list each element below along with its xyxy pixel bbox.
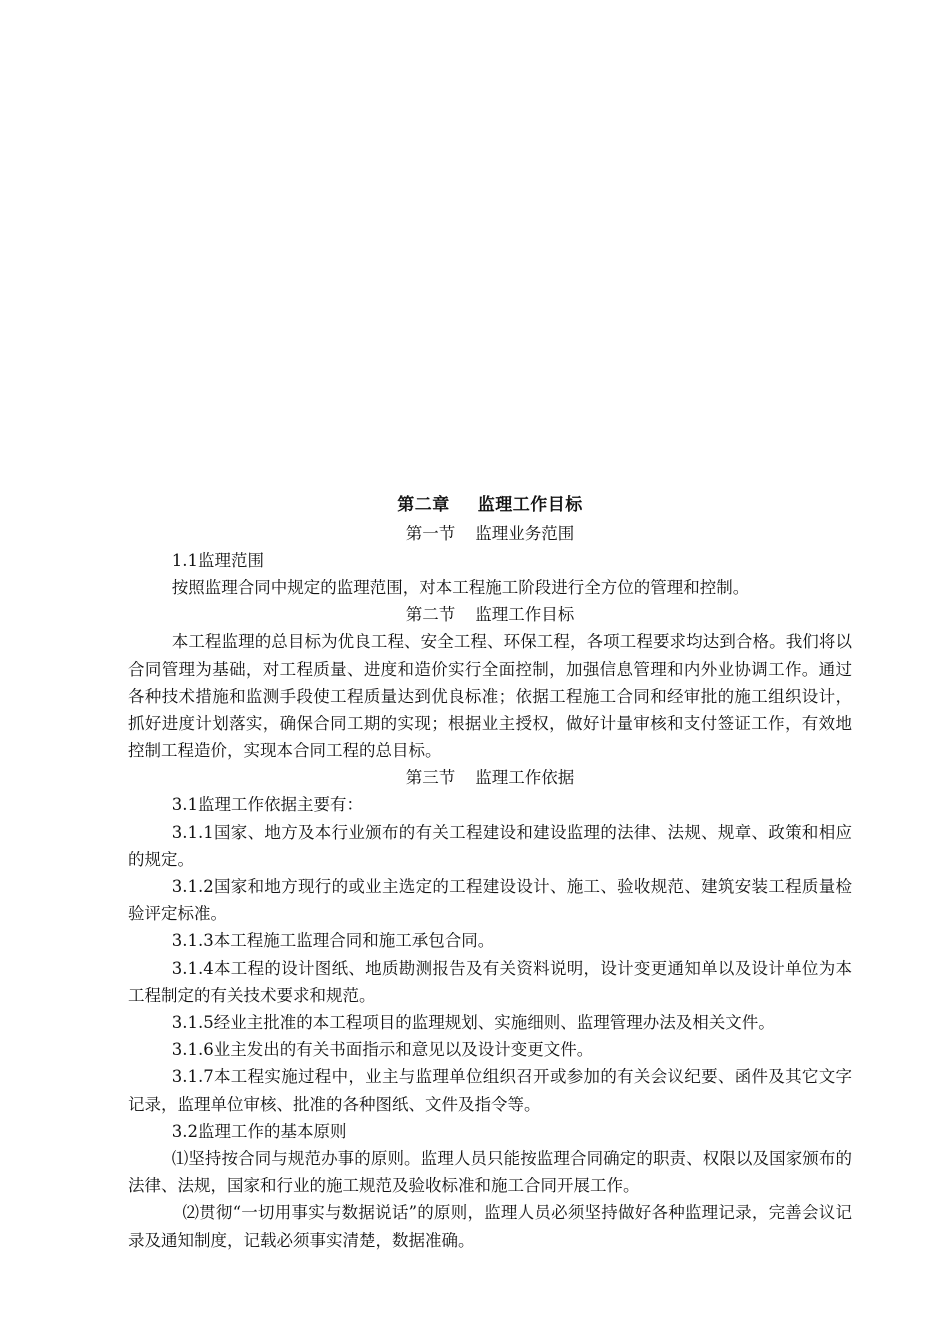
section-heading bbox=[128, 764, 852, 791]
section-name: 监理工作依据 bbox=[475, 768, 575, 788]
section-heading bbox=[128, 520, 852, 547]
paragraph: 1.1监理范围 bbox=[171, 551, 264, 570]
chapter-name: 监理工作目标 bbox=[477, 495, 583, 515]
section-name: 监理工作目标 bbox=[475, 605, 575, 625]
document-body bbox=[128, 490, 852, 1254]
paragraph: 3.1.3本工程施工监理合同和施工承包合同。 bbox=[171, 931, 495, 951]
paragraph: 3.1.4本工程的设计图纸、地质勘测报告及有关资料说明，设计变更通知单以及设计单位为本工程制定的有关技术要求和规范。 bbox=[128, 958, 852, 1005]
section-number: 第一节 bbox=[405, 524, 456, 543]
paragraph: 本工程监理的总目标为优良工程、安全工程、环保工程，各项工程要求均达到合格。我们将以合同管理为基础，对工程质量、进度和造价实行全面控制，加强信息管理和内外业协调工作。通过各种技术措施和监测手段使工程质量达到优良标准；依据工程施工合同和经审批的施工组织设计，抓好进度计划落实，确保合同工期的实现；根据业主授权，做好计量审核和支付签证工作，有效地控制工程造价，实现本合同工程的总目标。 bbox=[128, 632, 852, 761]
section-name: 监理业务范围 bbox=[475, 524, 575, 543]
paragraph: 3.2监理工作的基本原则 bbox=[171, 1121, 347, 1141]
section-number: 第三节 bbox=[405, 768, 456, 788]
paragraph: 3.1.5经业主批准的本工程项目的监理规划、实施细则、监理管理办法及相关文件。 bbox=[171, 1013, 775, 1033]
paragraph: ⑴坚持按合同与规范办事的原则。监理人员只能按监理合同确定的职责、权限以及国家颁布的法律、法规，国家和行业的施工规范及验收标准和施工合同开展工作。 bbox=[128, 1149, 852, 1196]
paragraph: 3.1监理工作依据主要有： bbox=[171, 795, 363, 815]
paragraph: 3.1.1国家、地方及本行业颁布的有关工程建设和建设监理的法律、法规、规章、政策和相应的规定。 bbox=[128, 822, 852, 869]
paragraph: 3.1.6业主发出的有关书面指示和意见以及设计变更文件。 bbox=[171, 1040, 594, 1060]
chapter-title bbox=[128, 490, 852, 520]
chapter-number: 第二章 bbox=[397, 495, 450, 515]
paragraph: 按照监理合同中规定的监理范围，对本工程施工阶段进行全方位的管理和控制。 bbox=[171, 578, 750, 598]
paragraph: ⑵贯彻“一切用事实与数据说话”的原则，监理人员必须坚持做好各种监理记录，完善会议记录及通知制度，记载必须事实清楚，数据准确。 bbox=[128, 1203, 852, 1250]
section-number: 第二节 bbox=[405, 605, 456, 625]
section-heading bbox=[128, 601, 852, 628]
paragraph: 3.1.2国家和地方现行的或业主选定的工程建设设计、施工、验收规范、建筑安装工程质量检验评定标准。 bbox=[128, 877, 852, 924]
paragraph: 3.1.7本工程实施过程中，业主与监理单位组织召开或参加的有关会议纪要、函件及其它文字记录，监理单位审核、批准的各种图纸、文件及指令等。 bbox=[128, 1067, 852, 1114]
